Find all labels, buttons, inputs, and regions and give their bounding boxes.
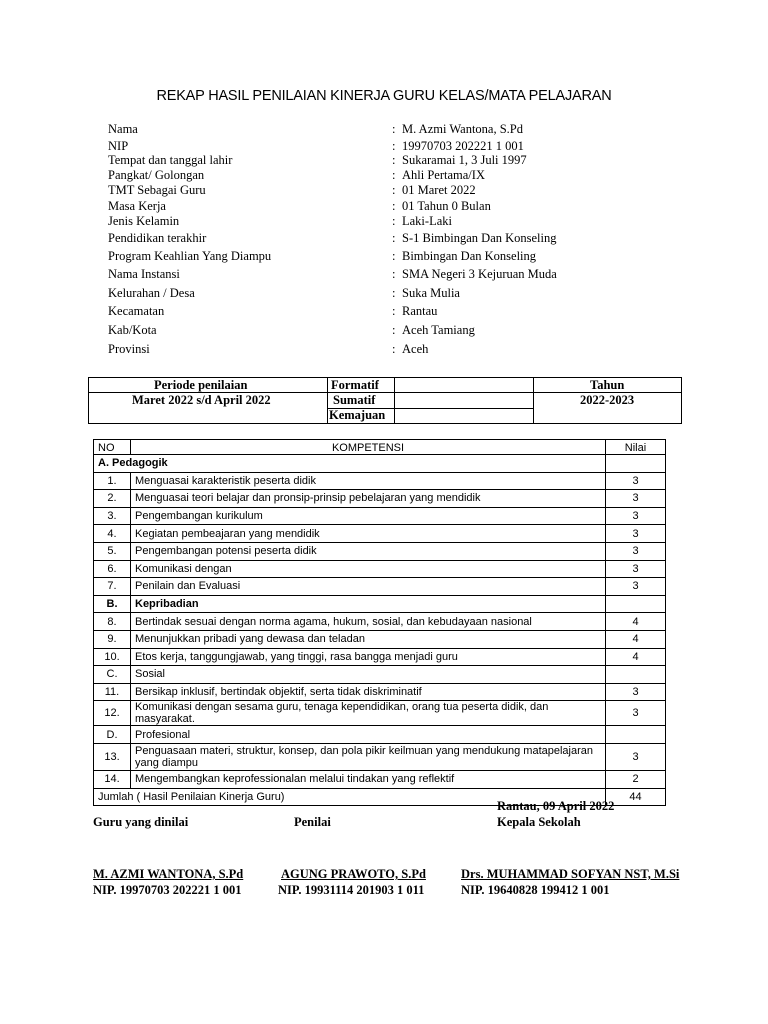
table-row [94,525,666,543]
info-value: Sukaramai 1, 3 Juli 1997 [402,153,527,167]
info-colon: : [392,249,396,263]
total-label: Jumlah ( Hasil Penilaian Kinerja Guru) [94,788,606,806]
info-label: Kecamatan [108,304,165,318]
table-row [94,743,666,770]
nilai-cell: 3 [606,542,666,560]
kompetensi-cell: Penguasaan materi, struktur, konsep, dan pola pikir keilmuan yang mendukung matapelajaran yang diampu [131,743,606,770]
row-number: 4. [94,525,131,543]
nilai-cell: 3 [606,472,666,490]
kompetensi-cell: Sosial [131,666,606,684]
table-row [94,560,666,578]
info-row [108,168,668,184]
table-row [94,630,666,648]
row-number: 7. [94,578,131,596]
info-colon: : [392,214,396,228]
info-label: Pendidikan terakhir [108,231,207,245]
row-number: 11. [94,683,131,701]
table-header-row [94,440,666,455]
info-row [108,183,668,199]
kompetensi-cell: Kepribadian [131,595,606,613]
header-no: NO [94,440,131,455]
penilai-name: AGUNG PRAWOTO, S.Pd [281,867,426,881]
row-number: 1. [94,472,131,490]
kompetensi-cell: Penilain dan Evaluasi [131,578,606,596]
info-colon: : [392,139,396,153]
info-colon: : [392,183,396,197]
info-colon: : [392,122,396,136]
row-number: 8. [94,613,131,631]
table-row [94,726,666,744]
nilai-cell [606,726,666,744]
info-value: 19970703 202221 1 001 [402,139,524,153]
table-row [94,542,666,560]
info-row [108,323,668,339]
table-row [94,770,666,788]
periode-value: Maret 2022 s/d April 2022 [132,393,271,407]
info-row [108,304,668,320]
info-label: Jenis Kelamin [108,214,180,228]
info-label: Kelurahan / Desa [108,286,195,300]
info-value: SMA Negeri 3 Kejuruan Muda [402,267,557,281]
info-colon: : [392,286,396,300]
kompetensi-cell: Bersikap inklusif, bertindak objektif, serta tidak diskriminatif [131,683,606,701]
kompetensi-cell: Menguasai karakteristik peserta didik [131,472,606,490]
total-value: 44 [606,788,666,806]
nilai-cell: 3 [606,743,666,770]
nilai-cell: 3 [606,507,666,525]
table-row [94,578,666,596]
header-nilai: Nilai [606,440,666,455]
table-row [94,648,666,666]
info-label: Masa Kerja [108,199,166,213]
row-number: 3. [94,507,131,525]
kompetensi-cell: Mengembangkan keprofessionalan melalui tindakan yang reflektif [131,770,606,788]
kompetensi-cell: Profesional [131,726,606,744]
info-label: Pangkat/ Golongan [108,168,205,182]
info-row [108,214,668,230]
table-row [94,613,666,631]
table-row [94,472,666,490]
info-row [108,342,668,358]
info-row [108,231,668,247]
competency-table [93,439,666,806]
info-value: 01 Maret 2022 [402,183,476,197]
guru-nip: NIP. 19970703 202221 1 001 [93,883,242,897]
table-row [94,701,666,726]
periode-header: Periode penilaian [154,378,248,392]
nilai-cell: 3 [606,683,666,701]
kompetensi-cell: Pengembangan kurikulum [131,507,606,525]
info-colon: : [392,153,396,167]
kompetensi-cell: Komunikasi dengan sesama guru, tenaga kependidikan, orang tua peserta didik, dan masyarakat. [131,701,606,726]
nilai-cell: 3 [606,525,666,543]
row-number: 13. [94,743,131,770]
row-number: B. [94,595,131,613]
row-number: C. [94,666,131,684]
info-row [108,153,668,169]
sumatif-blank-cell [394,392,534,409]
info-value: M. Azmi Wantona, S.Pd [402,122,523,136]
penilai-label: Penilai [294,815,331,829]
nilai-cell: 3 [606,578,666,596]
section-label: A. Pedagogik [94,455,606,473]
row-number: D. [94,726,131,744]
info-value: Bimbingan Dan Konseling [402,249,537,263]
info-value: Ahli Pertama/IX [402,168,485,182]
kompetensi-cell: Bertindak sesuai dengan norma agama, hukum, sosial, dan kebudayaan nasional [131,613,606,631]
kepala-nip: NIP. 19640828 199412 1 001 [461,883,610,897]
nilai-cell [606,666,666,684]
info-value: Suka Mulia [402,286,460,300]
info-colon: : [392,231,396,245]
info-row [108,199,668,215]
kompetensi-cell: Komunikasi dengan [131,560,606,578]
info-value: 01 Tahun 0 Bulan [402,199,491,213]
info-label: Program Keahlian Yang Diampu [108,249,272,263]
kompetensi-cell: Etos kerja, tanggungjawab, yang tinggi, rasa bangga menjadi guru [131,648,606,666]
tahun-value: 2022-2023 [580,393,635,407]
nilai-cell: 3 [606,560,666,578]
row-number: 9. [94,630,131,648]
info-label: Provinsi [108,342,150,356]
nilai-cell: 3 [606,701,666,726]
info-value: Rantau [402,304,438,318]
info-label: TMT Sebagai Guru [108,183,206,197]
penilai-nip: NIP. 19931114 201903 1 011 [278,883,425,897]
period-table [88,377,682,424]
kompetensi-cell: Kegiatan pembeajaran yang mendidik [131,525,606,543]
row-number: 6. [94,560,131,578]
table-row [94,595,666,613]
row-number: 12. [94,701,131,726]
info-row [108,267,668,283]
info-value: Aceh [402,342,429,356]
nilai-cell: 4 [606,613,666,631]
kemajuan-label: Kemajuan [329,408,386,422]
formatif-label: Formatif [331,378,379,392]
table-row [94,507,666,525]
info-colon: : [392,342,396,356]
row-number: 5. [94,542,131,560]
info-label: Tempat dan tanggal lahir [108,153,233,167]
table-row [94,455,666,473]
info-row [108,249,668,265]
info-value: S-1 Bimbingan Dan Konseling [402,231,557,245]
row-number: 10. [94,648,131,666]
nilai-cell [606,595,666,613]
guru-name: M. AZMI WANTONA, S.Pd [93,867,244,881]
info-value: Aceh Tamiang [402,323,475,337]
info-value: Laki-Laki [402,214,452,228]
row-number: 2. [94,490,131,508]
kompetensi-cell: Menguasai teori belajar dan pronsip-prinsip pebelajaran yang mendidik [131,490,606,508]
info-label: Nama Instansi [108,267,180,281]
table-row [94,683,666,701]
tahun-header: Tahun [590,378,625,392]
guru-label: Guru yang dinilai [93,815,189,829]
table-row [94,490,666,508]
formatif-blank-cell [394,377,534,393]
kompetensi-cell: Menunjukkan pribadi yang dewasa dan teladan [131,630,606,648]
kemajuan-blank-cell [394,408,534,424]
table-row [94,666,666,684]
info-label: Kab/Kota [108,323,157,337]
nilai-cell: 4 [606,630,666,648]
info-colon: : [392,323,396,337]
place-date: Rantau, 09 April 2022 [497,799,615,813]
info-colon: : [392,199,396,213]
info-colon: : [392,168,396,182]
kepala-name: Drs. MUHAMMAD SOFYAN NST, M.Si [461,867,680,881]
header-kompetensi: KOMPETENSI [131,440,606,455]
info-row [108,122,668,138]
info-colon: : [392,267,396,281]
nilai-cell: 3 [606,490,666,508]
info-colon: : [392,304,396,318]
info-row [108,286,668,302]
info-label: Nama [108,122,138,136]
kompetensi-cell: Pengembangan potensi peserta didik [131,542,606,560]
nilai-cell [606,455,666,473]
nilai-cell: 4 [606,648,666,666]
kepala-label: Kepala Sekolah [497,815,581,829]
info-label: NIP [108,139,129,153]
document-title: REKAP HASIL PENILAIAN KINERJA GURU KELAS/MATA PELAJARAN [156,88,612,104]
row-number: 14. [94,770,131,788]
sumatif-label: Sumatif [333,393,376,407]
nilai-cell: 2 [606,770,666,788]
